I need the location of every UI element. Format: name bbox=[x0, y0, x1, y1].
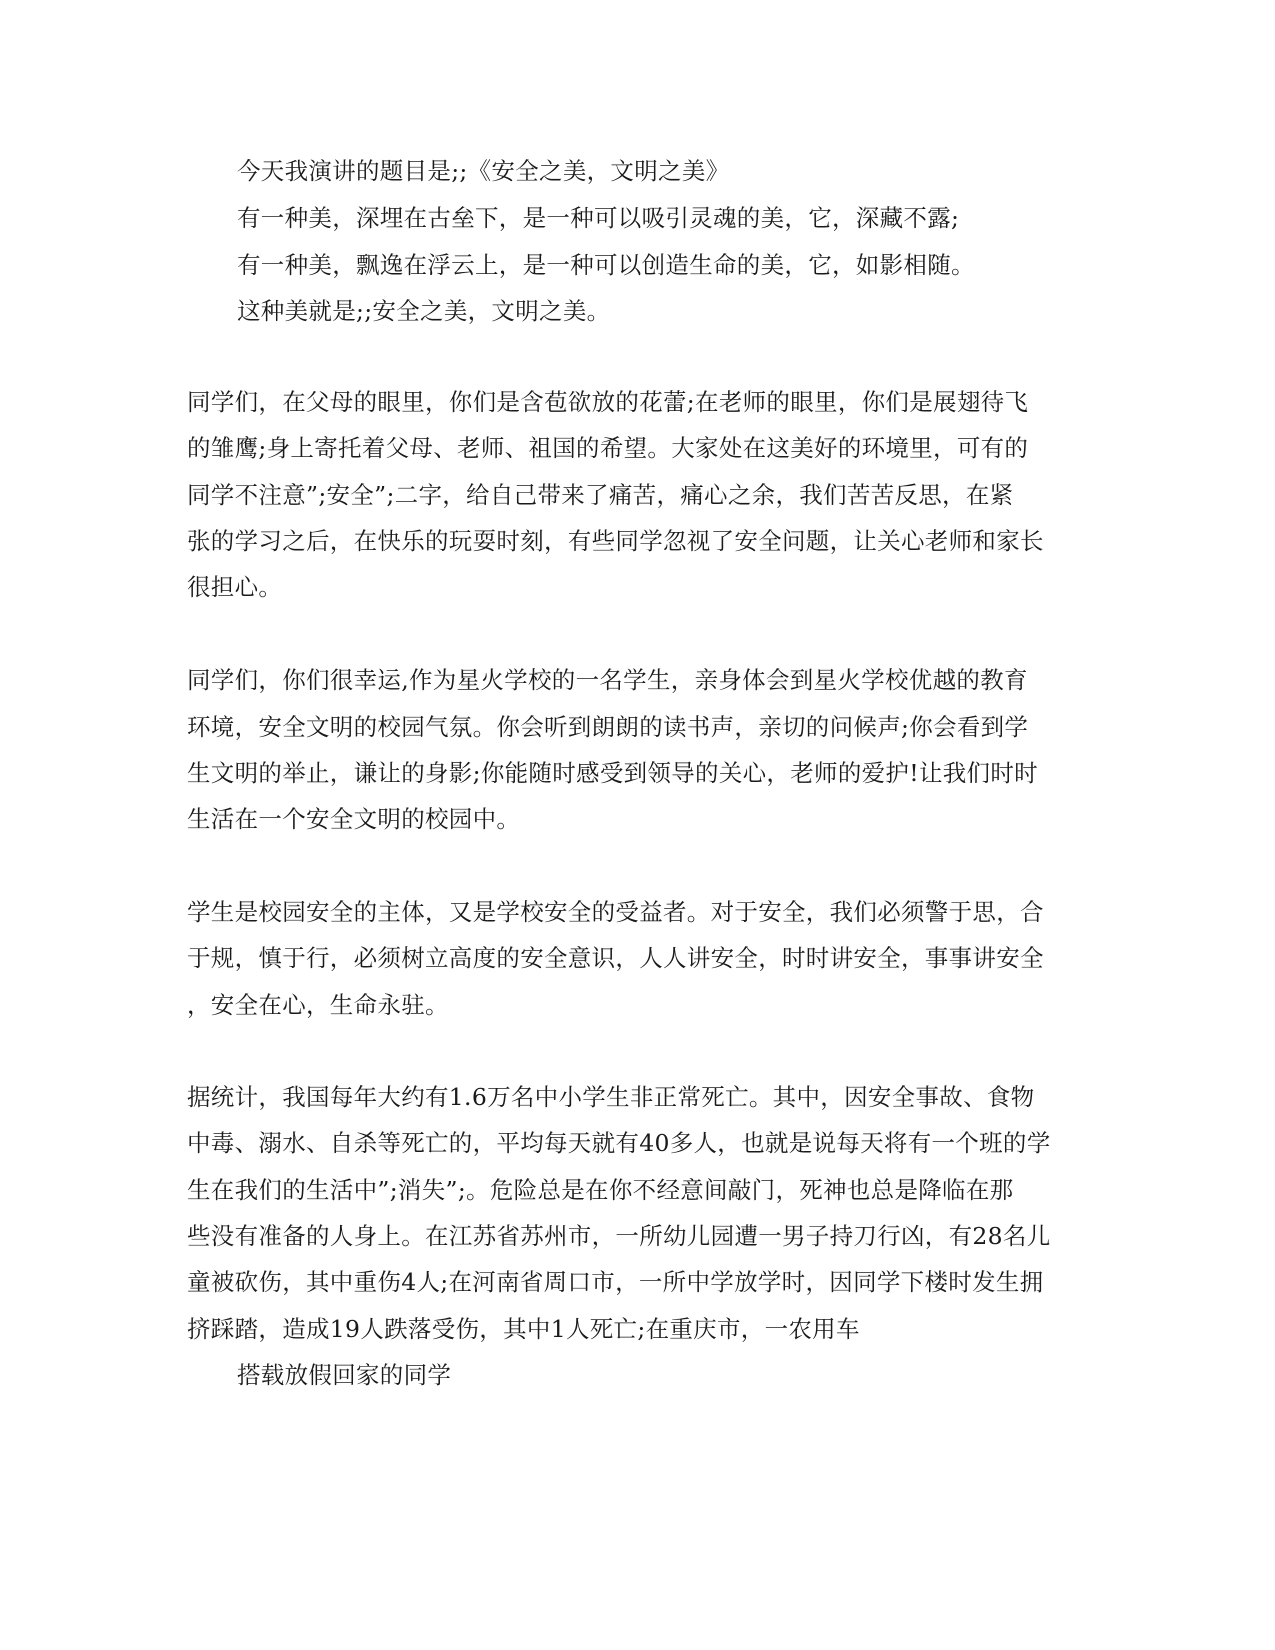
paragraph-line: 挤踩踏，造成19人跌落受伤，其中1人死亡;在重庆市，一农用车 bbox=[187, 1315, 860, 1343]
paragraph-line: ，安全在心，生命永驻。 bbox=[187, 991, 449, 1019]
paragraph-line: 生文明的举止，谦让的身影;你能随时感受到领导的关心，老师的爱护!让我们时时 bbox=[187, 759, 1038, 787]
paragraph-line: 些没有准备的人身上。在江苏省苏州市，一所幼儿园遭一男子持刀行凶，有28名儿 bbox=[187, 1222, 1051, 1250]
intro-line: 这种美就是;;安全之美，文明之美。 bbox=[237, 297, 611, 325]
paragraph-line: 童被砍伤，其中重伤4人;在河南省周口市，一所中学放学时，因同学下楼时发生拥 bbox=[187, 1268, 1044, 1296]
paragraph-line: 于规，慎于行，必须树立高度的安全意识，人人讲安全，时时讲安全，事事讲安全 bbox=[187, 944, 1044, 972]
paragraph-line: 学生是校园安全的主体，又是学校安全的受益者。对于安全，我们必须警于思，合 bbox=[187, 898, 1044, 926]
paragraph-line: 中毒、溺水、自杀等死亡的，平均每天就有40多人，也就是说每天将有一个班的学 bbox=[187, 1129, 1051, 1157]
trailing-line: 搭载放假回家的同学 bbox=[237, 1361, 452, 1389]
paragraph-line: 很担心。 bbox=[187, 573, 283, 601]
paragraph-line: 同学们，你们很幸运,作为星火学校的一名学生，亲身体会到星火学校优越的教育 bbox=[187, 666, 1028, 694]
paragraph-line: 生活在一个安全文明的校园中。 bbox=[187, 805, 521, 833]
paragraph-line: 张的学习之后，在快乐的玩耍时刻，有些同学忽视了安全问题，让关心老师和家长 bbox=[187, 527, 1044, 555]
paragraph-line: 同学们，在父母的眼里，你们是含苞欲放的花蕾;在老师的眼里，你们是展翅待飞 bbox=[187, 388, 1029, 416]
speech-title-line: 今天我演讲的题目是;;《安全之美，文明之美》 bbox=[237, 157, 730, 185]
paragraph-line: 环境，安全文明的校园气氛。你会听到朗朗的读书声，亲切的问候声;你会看到学 bbox=[187, 713, 1029, 741]
paragraph-line: 生在我们的生活中”;消失”;。危险总是在你不经意间敲门，死神也总是降临在那 bbox=[187, 1176, 1014, 1204]
paragraph-line: 据统计，我国每年大约有1.6万名中小学生非正常死亡。其中，因安全事故、食物 bbox=[187, 1083, 1035, 1111]
intro-line: 有一种美，飘逸在浮云上，是一种可以创造生命的美，它，如影相随。 bbox=[237, 251, 975, 279]
paragraph-line: 同学不注意”;安全”;二字，给自己带来了痛苦，痛心之余，我们苦苦反思，在紧 bbox=[187, 481, 1014, 509]
intro-line: 有一种美，深埋在古垒下，是一种可以吸引灵魂的美，它，深藏不露; bbox=[237, 204, 960, 232]
paragraph-line: 的雏鹰;身上寄托着父母、老师、祖国的希望。大家处在这美好的环境里，可有的 bbox=[187, 434, 1029, 462]
